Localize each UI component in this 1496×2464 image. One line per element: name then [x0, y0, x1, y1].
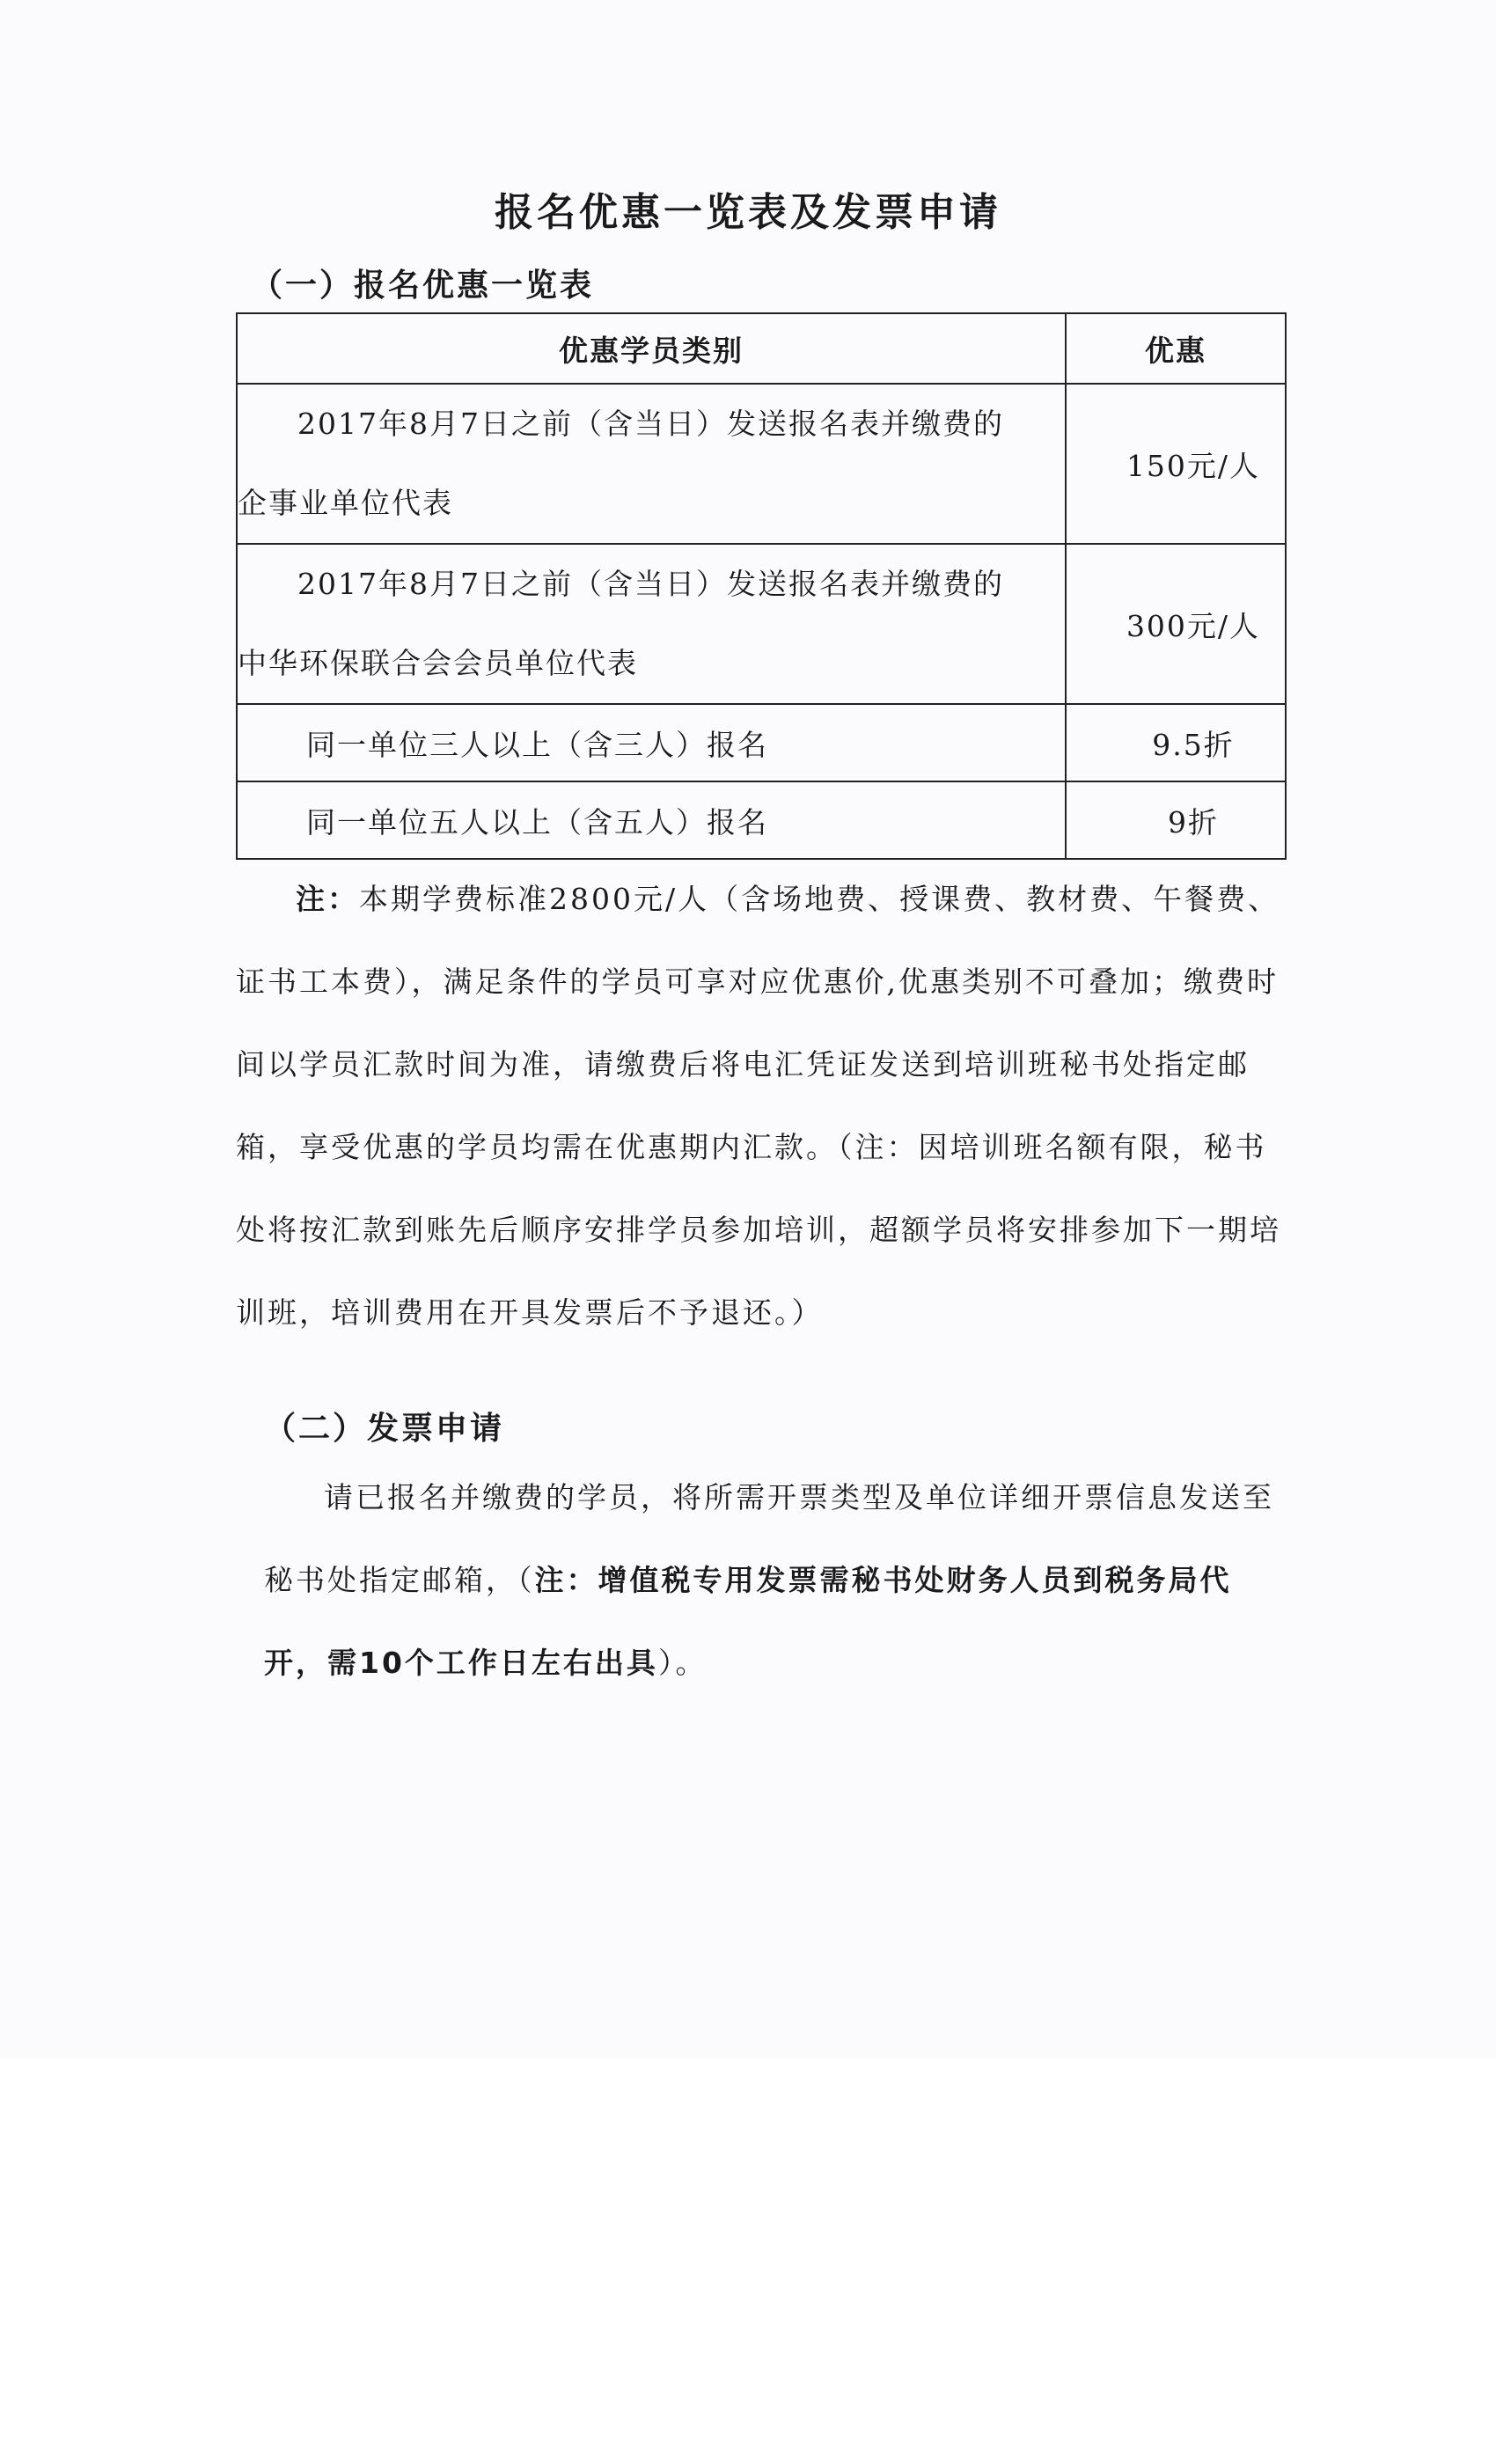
row-category: 同一单位三人以上（含三人）报名 — [237, 704, 1066, 781]
invoice-paragraph — [264, 1456, 1285, 1705]
note-text: 本期学费标准2800元/人（含场地费、授课费、教材费、午餐费、证书工本费），满足条件的学员可享对应优惠价,优惠类别不可叠加；缴费时间以学员汇款时间为准，请缴费后将电汇凭证发送到培训班秘书处指定邮箱，享受优惠的学员均需在优惠期内汇款。（注：因培训班名额有限，秘书处将按汇款到账先后顺序安排学员参加培训，超额学员将安排参加下一期培训班，培训费用在开具发票后不予退还。） — [236, 882, 1281, 1330]
table-row — [237, 384, 1286, 544]
row-discount: 9折 — [1066, 781, 1286, 859]
invoice-tail: ）。 — [657, 1646, 708, 1680]
header-category: 优惠学员类别 — [237, 313, 1066, 384]
page-title: 报名优惠一览表及发票申请 — [495, 190, 1001, 235]
row-category — [237, 384, 1066, 544]
note-paragraph — [236, 858, 1292, 1354]
invoice-text: 请已报名并缴费的学员，将所需开票类型及单位详细开票信息发送至秘书处指定邮箱，（ — [264, 1480, 1274, 1597]
row-discount: 9.5折 — [1066, 704, 1286, 781]
note-lead: 注： — [296, 882, 359, 916]
row-category — [237, 544, 1066, 704]
row-discount: 300元/人 — [1066, 544, 1286, 704]
header-discount: 优惠 — [1066, 313, 1286, 384]
invoice-bold-note: 注：增值税专用发票需秘书处财务人员到税务局代开，需10个工作日左右出具 — [264, 1563, 1232, 1680]
row-category-line: 企事业单位代表 — [238, 486, 453, 520]
row-category-line: 2017年8月7日之前（含当日）发送报名表并缴费的 — [297, 567, 1004, 601]
table-row — [237, 704, 1286, 781]
table-header-row — [237, 313, 1286, 384]
discount-table — [236, 312, 1287, 860]
row-discount: 150元/人 — [1066, 384, 1286, 544]
section-heading-invoice: （二）发票申请 — [264, 1411, 505, 1447]
table-row — [237, 781, 1286, 859]
row-category: 同一单位五人以上（含五人）报名 — [237, 781, 1066, 859]
section-heading-discounts: （一）报名优惠一览表 — [251, 268, 595, 304]
table-row — [237, 544, 1286, 704]
row-category-line: 2017年8月7日之前（含当日）发送报名表并缴费的 — [297, 407, 1004, 441]
row-category-line: 中华环保联合会会员单位代表 — [238, 646, 638, 680]
